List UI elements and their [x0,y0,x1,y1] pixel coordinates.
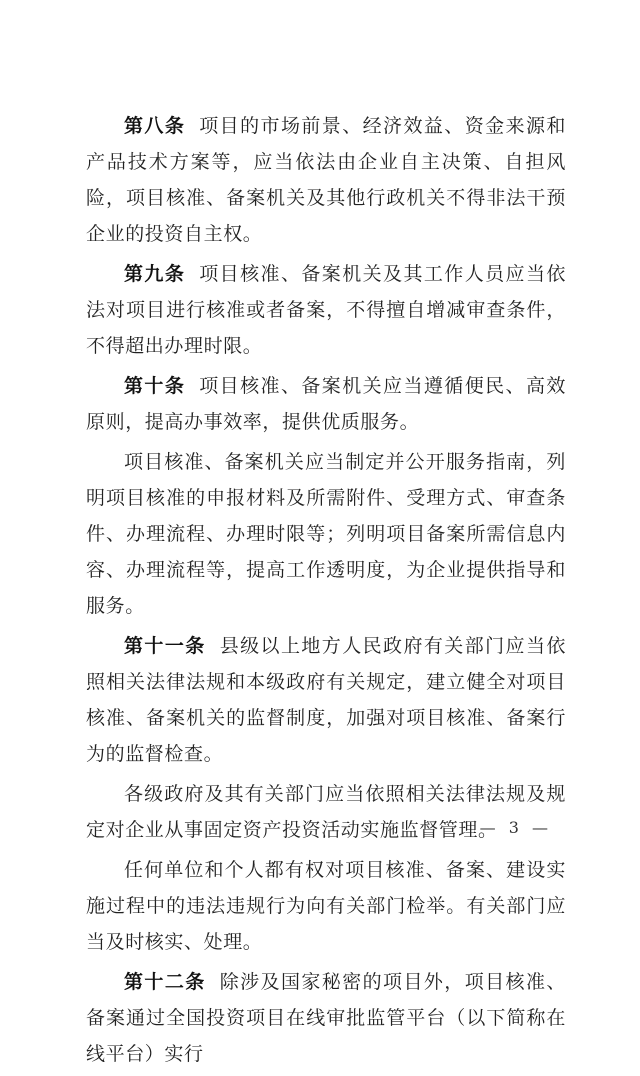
article-heading: 第九条 [124,263,186,285]
paragraph-text: 项目核准、备案机关应当制定并公开服务指南，列明项目核准的申报材料及所需附件、受理方式、审查条件、办理流程、办理时限等；列明项目备案所需信息内容、办理流程等，提高工作透明度，为企业提供指导和服务。 [86,451,566,617]
paragraph-article-11-cont-2 [86,852,566,960]
article-heading: 第十二条 [124,971,206,993]
article-heading: 第十条 [124,375,186,397]
paragraph-text: 各级政府及其有关部门应当依照相关法律法规及规定对企业从事固定资产投资活动实施监督管理。 [86,783,566,841]
paragraph-text: 项目核准、备案机关及其工作人员应当依法对项目进行核准或者备案，不得擅自增减审查条件，不得超出办理时限。 [86,263,566,357]
paragraph-article-11-cont-1 [86,776,566,848]
paragraph-article-10-cont [86,444,566,624]
paragraph-text: 除涉及国家秘密的项目外，项目核准、备案通过全国投资项目在线审批监管平台（以下简称在线平台）实行 [86,971,567,1065]
document-body [86,108,566,1076]
paragraph-article-10 [86,368,566,440]
paragraph-text: 县级以上地方人民政府有关部门应当依照相关法律法规和本级政府有关规定，建立健全对项目核准、备案机关的监督制度，加强对项目核准、备案行为的监督检查。 [86,635,567,765]
page-number: — 3 — [479,818,552,837]
paragraph-text: 任何单位和个人都有权对项目核准、备案、建设实施过程中的违法违规行为向有关部门检举。有关部门应当及时核实、处理。 [86,859,566,953]
paragraph-article-9 [86,256,566,364]
paragraph-text: 项目的市场前景、经济效益、资金来源和产品技术方案等，应当依法由企业自主决策、自担风险，项目核准、备案机关及其他行政机关不得非法干预企业的投资自主权。 [86,115,566,245]
paragraph-article-12 [86,964,566,1072]
paragraph-article-11 [86,628,566,772]
paragraph-article-8 [86,108,566,252]
article-heading: 第八条 [124,115,186,137]
article-heading: 第十一条 [124,635,206,657]
paragraph-text: 项目核准、备案机关应当遵循便民、高效原则，提高办事效率，提供优质服务。 [86,375,566,433]
